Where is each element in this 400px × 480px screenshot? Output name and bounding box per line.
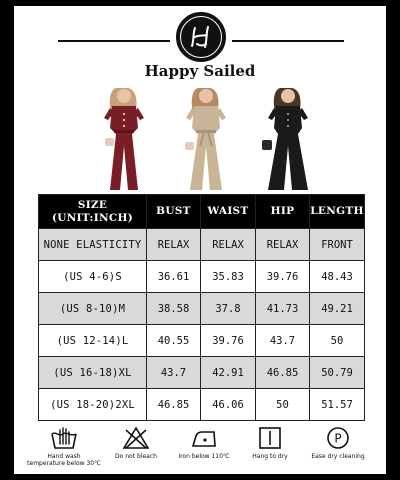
model-wine-red-jumpsuit <box>94 84 154 194</box>
bust-cell: 40.55 <box>147 325 201 357</box>
table-row <box>39 229 365 261</box>
brand-name: Happy Sailed <box>144 62 256 80</box>
length-cell: 48.43 <box>310 261 365 293</box>
care-label: Ease dry cleaning <box>311 453 365 460</box>
bust-cell: 36.61 <box>147 261 201 293</box>
waist-cell: 39.76 <box>201 325 256 357</box>
care-label: Hand wash <box>47 453 81 460</box>
hip-cell: RELAX <box>256 229 310 261</box>
care-label: Do not bleach <box>115 453 157 460</box>
length-cell: 50.79 <box>310 357 365 389</box>
care-label: Iron below 110℃ <box>178 453 230 460</box>
length-cell: FRONT <box>310 229 365 261</box>
table-row <box>39 325 365 357</box>
bust-header: BUST <box>147 195 201 229</box>
care-item-dry-clean <box>302 426 374 460</box>
size-cell: NONE ELASTICITY <box>39 229 147 261</box>
hip-header: HIP <box>256 195 310 229</box>
bust-cell: 38.58 <box>147 293 201 325</box>
hang-to-dry-icon <box>256 426 284 450</box>
hip-cell: 50 <box>256 389 310 421</box>
size-chart-page <box>14 6 386 474</box>
hip-cell: 46.85 <box>256 357 310 389</box>
table-header-row <box>39 195 365 229</box>
length-cell: 50 <box>310 325 365 357</box>
size-cell: (US 18-20)2XL <box>39 389 147 421</box>
header-rule-left <box>58 40 170 42</box>
waist-header: WAIST <box>201 195 256 229</box>
size-cell: (US 4-6)S <box>39 261 147 293</box>
size-cell: (US 16-18)XL <box>39 357 147 389</box>
care-item-iron <box>172 426 236 460</box>
size-header: SIZE (UNIT:INCH) <box>39 195 147 229</box>
table-row <box>39 389 365 421</box>
care-item-hang-dry <box>244 426 296 460</box>
length-cell: 51.57 <box>310 389 365 421</box>
waist-cell: 35.83 <box>201 261 256 293</box>
do-not-bleach-icon <box>122 426 150 450</box>
header-rule-right <box>232 40 344 42</box>
table-row <box>39 261 365 293</box>
iron-low-icon <box>190 426 218 450</box>
length-cell: 49.21 <box>310 293 365 325</box>
hand-wash-icon <box>50 426 78 450</box>
table-row <box>39 357 365 389</box>
size-cell: (US 12-14)L <box>39 325 147 357</box>
size-cell: (US 8-10)M <box>39 293 147 325</box>
monogram-icon <box>186 22 216 52</box>
care-item-hand-wash <box>22 426 106 467</box>
length-header: LENGTH <box>310 195 365 229</box>
bust-cell: RELAX <box>147 229 201 261</box>
dry-clean-icon <box>324 426 352 450</box>
brand-logo <box>176 12 226 62</box>
care-item-no-bleach <box>108 426 164 460</box>
bust-cell: 46.85 <box>147 389 201 421</box>
table-row <box>39 293 365 325</box>
waist-cell: 46.06 <box>201 389 256 421</box>
bust-cell: 43.7 <box>147 357 201 389</box>
svg-text:P: P <box>334 431 342 446</box>
hip-cell: 39.76 <box>256 261 310 293</box>
care-label-detail: temperature below 30℃ <box>27 460 101 467</box>
care-label: Hang to dry <box>252 453 288 460</box>
care-instructions <box>22 426 378 472</box>
waist-cell: 42.91 <box>201 357 256 389</box>
model-black-jumpsuit <box>258 84 318 194</box>
waist-cell: 37.8 <box>201 293 256 325</box>
size-chart-table <box>38 194 365 421</box>
hip-cell: 41.73 <box>256 293 310 325</box>
model-khaki-jumpsuit <box>176 84 236 194</box>
model-photos <box>84 84 324 194</box>
hip-cell: 43.7 <box>256 325 310 357</box>
waist-cell: RELAX <box>201 229 256 261</box>
